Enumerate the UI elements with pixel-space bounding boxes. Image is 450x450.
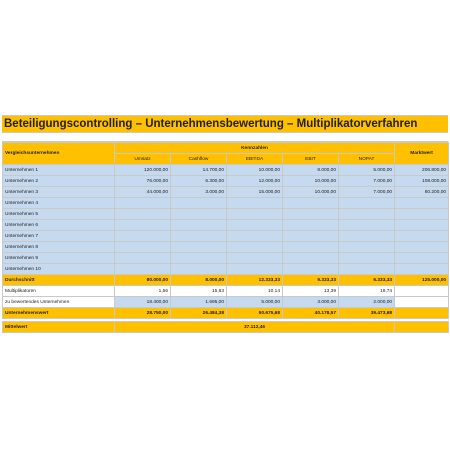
mean-label[interactable]: Mittelwert: [3, 322, 115, 333]
value-cell[interactable]: 10.000,00: [283, 176, 339, 187]
target-company-cell[interactable]: 3.000,00: [283, 297, 339, 308]
value-cell[interactable]: [171, 264, 227, 275]
company-name-cell[interactable]: Unternehmen 8: [3, 242, 115, 253]
average-cell[interactable]: 6.333,33: [339, 275, 395, 286]
table-row: [3, 198, 449, 209]
multiplier-cell[interactable]: 19,74: [339, 286, 395, 297]
value-cell[interactable]: [115, 209, 171, 220]
value-cell[interactable]: [227, 209, 283, 220]
value-cell[interactable]: [283, 231, 339, 242]
company-name-cell[interactable]: Unternehmen 6: [3, 220, 115, 231]
multiplier-cell[interactable]: 10,14: [227, 286, 283, 297]
value-cell[interactable]: [115, 264, 171, 275]
table-row: [3, 264, 449, 275]
company-value-cell[interactable]: 28.750,00: [115, 308, 171, 319]
empty-cell[interactable]: [395, 322, 449, 333]
average-label[interactable]: Durchschnitt: [3, 275, 115, 286]
value-cell[interactable]: [339, 264, 395, 275]
header-kennzahlen: Kennzahlen: [115, 143, 395, 154]
value-cell[interactable]: [227, 220, 283, 231]
value-cell[interactable]: [339, 198, 395, 209]
value-cell[interactable]: 7.000,00: [339, 176, 395, 187]
value-cell[interactable]: 10.000,00: [283, 187, 339, 198]
company-value-cell[interactable]: 40.178,57: [283, 308, 339, 319]
value-cell[interactable]: [171, 209, 227, 220]
company-name-cell[interactable]: Unternehmen 1: [3, 165, 115, 176]
target-company-cell[interactable]: 2.000,00: [339, 297, 395, 308]
company-value-row: [3, 308, 449, 319]
value-cell[interactable]: 44.000,00: [115, 187, 171, 198]
company-value-cell[interactable]: 39.473,68: [339, 308, 395, 319]
value-cell[interactable]: 7.000,00: [339, 187, 395, 198]
value-cell[interactable]: [227, 264, 283, 275]
marktwert-cell[interactable]: [395, 220, 449, 231]
column-header: NOPAT: [339, 154, 395, 165]
multiplier-cell[interactable]: 1,56: [115, 286, 171, 297]
valuation-table: [2, 142, 449, 333]
header-companies: Vergleichsunternehmen: [3, 143, 115, 165]
table-row: [3, 242, 449, 253]
value-cell[interactable]: [171, 231, 227, 242]
header-marktwert: Marktwert: [395, 143, 449, 165]
value-cell[interactable]: [339, 242, 395, 253]
value-cell[interactable]: [171, 198, 227, 209]
multiplier-label[interactable]: Multiplikatoren: [3, 286, 115, 297]
empty-cell[interactable]: [395, 286, 449, 297]
value-cell[interactable]: [171, 242, 227, 253]
table-row: [3, 231, 449, 242]
company-value-cell[interactable]: 50.675,68: [227, 308, 283, 319]
value-cell[interactable]: 14.700,00: [171, 165, 227, 176]
marktwert-cell[interactable]: 60.200,00: [395, 187, 449, 198]
value-cell[interactable]: [115, 198, 171, 209]
value-cell[interactable]: 8.000,00: [283, 165, 339, 176]
company-value-label[interactable]: Unternehmenswert: [3, 308, 115, 319]
marktwert-cell[interactable]: [395, 209, 449, 220]
value-cell[interactable]: [227, 253, 283, 264]
value-cell[interactable]: [171, 220, 227, 231]
value-cell[interactable]: 12.000,00: [227, 176, 283, 187]
value-cell[interactable]: [283, 242, 339, 253]
company-name-cell[interactable]: Unternehmen 2: [3, 176, 115, 187]
average-cell[interactable]: 12.333,33: [227, 275, 283, 286]
value-cell[interactable]: [339, 253, 395, 264]
marktwert-cell[interactable]: 108.000,00: [395, 176, 449, 187]
company-name-cell[interactable]: Unternehmen 5: [3, 209, 115, 220]
value-cell[interactable]: [283, 198, 339, 209]
company-name-cell[interactable]: Unternehmen 10: [3, 264, 115, 275]
average-cell[interactable]: 80.000,00: [115, 275, 171, 286]
value-cell[interactable]: 120.000,00: [115, 165, 171, 176]
value-cell[interactable]: [115, 220, 171, 231]
column-header: EBIT: [283, 154, 339, 165]
target-company-label[interactable]: zu bewertendes Unternehmen: [3, 297, 115, 308]
marktwert-cell[interactable]: [395, 242, 449, 253]
value-cell[interactable]: 5.000,00: [339, 165, 395, 176]
value-cell[interactable]: 15.000,00: [227, 187, 283, 198]
target-company-row: [3, 297, 449, 308]
mean-value-cell[interactable]: 37.112,46: [115, 322, 395, 333]
column-header: EBITDA: [227, 154, 283, 165]
marktwert-cell[interactable]: [395, 198, 449, 209]
company-name-cell[interactable]: Unternehmen 9: [3, 253, 115, 264]
value-cell[interactable]: [283, 264, 339, 275]
average-cell[interactable]: 8.000,00: [171, 275, 227, 286]
mean-row: [3, 322, 449, 333]
value-cell[interactable]: [227, 231, 283, 242]
table-row: [3, 176, 449, 187]
value-cell[interactable]: [339, 209, 395, 220]
multiplier-cell[interactable]: 13,39: [283, 286, 339, 297]
value-cell[interactable]: [115, 253, 171, 264]
table-row: [3, 187, 449, 198]
table-row: [3, 253, 449, 264]
value-cell[interactable]: [115, 242, 171, 253]
company-value-cell[interactable]: 26.484,38: [171, 308, 227, 319]
marktwert-cell[interactable]: [395, 253, 449, 264]
value-cell[interactable]: [339, 231, 395, 242]
empty-cell[interactable]: [395, 308, 449, 319]
value-cell[interactable]: 6.300,00: [171, 176, 227, 187]
value-cell[interactable]: 10.000,00: [227, 165, 283, 176]
average-cell[interactable]: 9.333,33: [283, 275, 339, 286]
table-row: [3, 220, 449, 231]
target-company-cell[interactable]: 1.695,00: [171, 297, 227, 308]
company-name-cell[interactable]: Unternehmen 3: [3, 187, 115, 198]
value-cell[interactable]: [283, 253, 339, 264]
column-header: Umsatz: [115, 154, 171, 165]
value-cell[interactable]: [115, 231, 171, 242]
company-name-cell[interactable]: Unternehmen 4: [3, 198, 115, 209]
company-name-cell[interactable]: Unternehmen 7: [3, 231, 115, 242]
average-marktwert-cell[interactable]: 125.000,00: [395, 275, 449, 286]
column-header: Cashflow: [171, 154, 227, 165]
empty-cell[interactable]: [395, 297, 449, 308]
table-row: [3, 209, 449, 220]
marktwert-cell[interactable]: [395, 231, 449, 242]
value-cell[interactable]: [339, 220, 395, 231]
target-company-cell[interactable]: 5.000,00: [227, 297, 283, 308]
value-cell[interactable]: [227, 242, 283, 253]
value-cell[interactable]: 76.000,00: [115, 176, 171, 187]
multiplier-cell[interactable]: 15,63: [171, 286, 227, 297]
marktwert-cell[interactable]: [395, 264, 449, 275]
value-cell[interactable]: [227, 198, 283, 209]
multiplier-row: [3, 286, 449, 297]
sheet-title: Beteiligungscontrolling – Unternehmensbewertung – Multiplikatorverfahren: [2, 115, 448, 133]
target-company-cell[interactable]: 18.400,00: [115, 297, 171, 308]
blank-row: [2, 133, 448, 142]
value-cell[interactable]: 3.000,00: [171, 187, 227, 198]
marktwert-cell[interactable]: 206.800,00: [395, 165, 449, 176]
value-cell[interactable]: [171, 253, 227, 264]
average-row: [3, 275, 449, 286]
value-cell[interactable]: [283, 209, 339, 220]
table-row: [3, 165, 449, 176]
spreadsheet: [2, 115, 448, 333]
value-cell[interactable]: [283, 220, 339, 231]
